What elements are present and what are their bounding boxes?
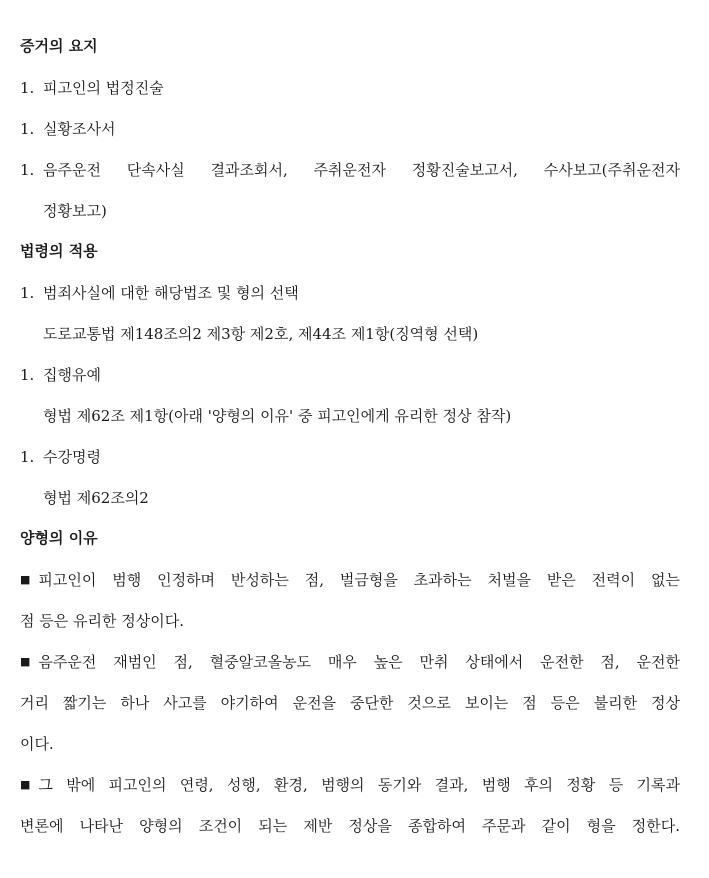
law-item-text: 집행유예: [43, 366, 101, 384]
square-bullet-icon: ■: [20, 573, 31, 586]
paragraph-line: 이다.: [20, 735, 54, 753]
evidence-item-2: [20, 119, 115, 139]
sentencing-paragraph-3: [20, 775, 680, 795]
paragraph-line: 거리 짧기는 하나 사고를 야기하여 운전을 중단한 것으로 보이는 점 등은 불리한 정상: [20, 694, 680, 712]
paragraph-line: 음주운전 재범인 점, 혈중알코올농도 매우 높은 만취 상태에서 운전한 점, 운전한: [38, 653, 680, 671]
list-number: 1.: [20, 79, 35, 97]
evidence-item-3: [20, 160, 680, 180]
evidence-item-1: [20, 78, 164, 98]
sentencing-heading: 양형의 이유: [20, 529, 98, 547]
evidence-item-text: 실황조사서: [43, 120, 116, 138]
square-bullet-icon: ■: [20, 778, 31, 791]
paragraph-line: 점 등은 유리한 정상이다.: [20, 612, 184, 630]
evidence-item-text: 피고인의 법정진술: [43, 79, 164, 97]
law-item-3: [20, 447, 101, 467]
list-number: 1.: [20, 120, 35, 138]
law-item-1: [20, 283, 299, 303]
square-bullet-icon: ■: [20, 655, 31, 668]
evidence-item-text: 음주운전 단속사실 결과조회서, 주취운전자 정황진술보고서, 수사보고(주취운전자: [43, 161, 680, 179]
paragraph-line: 그 밖에 피고인의 연령, 성행, 환경, 범행의 동기와 결과, 범행 후의 정황 등 기록과: [38, 776, 680, 794]
law-item-text: 수강명령: [43, 448, 101, 466]
law-item-2-detail: 형법 제62조 제1항(아래 '양형의 이유' 중 피고인에게 유리한 정상 참작): [43, 407, 512, 425]
evidence-item-3-continuation: 정황보고): [43, 202, 107, 220]
list-number: 1.: [20, 366, 35, 384]
paragraph-line: 피고인이 범행 인정하며 반성하는 점, 벌금형을 초과하는 처벌을 받은 전력이 없는: [38, 571, 680, 589]
sentencing-paragraph-2: [20, 652, 680, 672]
evidence-heading: 증거의 요지: [20, 37, 98, 55]
law-item-2: [20, 365, 101, 385]
law-item-3-detail: 형법 제62조의2: [43, 489, 149, 507]
paragraph-line: 변론에 나타난 양형의 조건이 되는 제반 정상을 종합하여 주문과 같이 형을 정한다.: [20, 817, 680, 835]
law-heading: 법령의 적용: [20, 242, 98, 260]
list-number: 1.: [20, 284, 35, 302]
list-number: 1.: [20, 161, 35, 179]
law-item-text: 범죄사실에 대한 해당법조 및 형의 선택: [43, 284, 299, 302]
sentencing-paragraph-1: [20, 570, 680, 590]
list-number: 1.: [20, 448, 35, 466]
law-item-1-detail: 도로교통법 제148조의2 제3항 제2호, 제44조 제1항(징역형 선택): [43, 325, 479, 343]
